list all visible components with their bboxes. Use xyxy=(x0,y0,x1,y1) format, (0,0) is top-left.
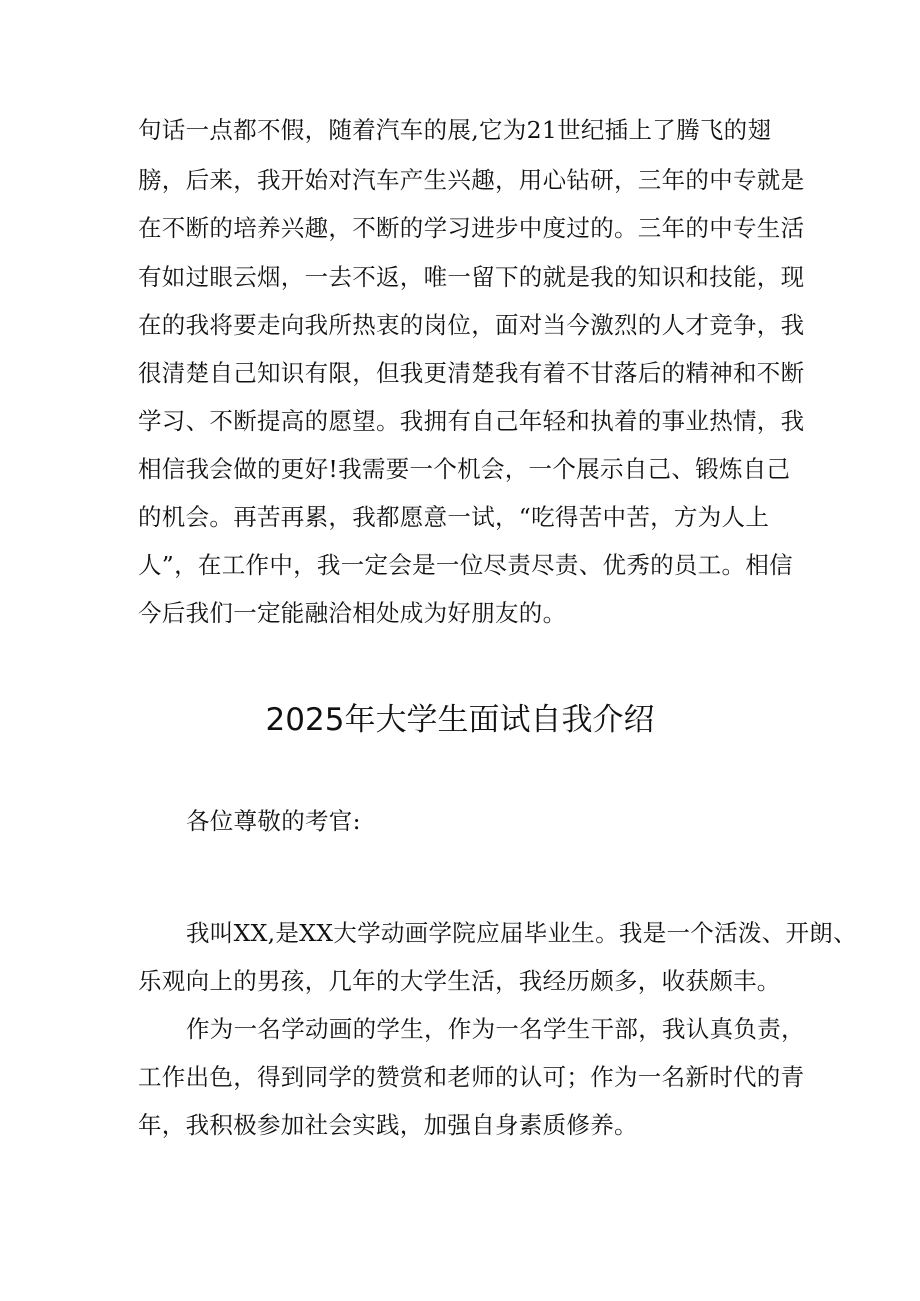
text-line: 在的我将要走向我所热衷的岗位，面对当今激烈的人才竞争，我 xyxy=(138,311,805,339)
text-line: 今后我们一定能融洽相处成为好朋友的。 xyxy=(138,599,567,627)
text-line: 相信我会做的更好!我需要一个机会，一个展示自己、锻炼自己 xyxy=(138,455,791,483)
text-line: 句话一点都不假，随着汽车的展,它为21世纪插上了腾飞的翅 xyxy=(138,116,772,144)
text-line: 学习、不断提高的愿望。我拥有自己年轻和执着的事业热情，我 xyxy=(138,407,805,435)
text-line: 乐观向上的男孩，几年的大学生活，我经历颇多，收获颇丰。 xyxy=(138,967,781,995)
text-line: 有如过眼云烟，一去不返，唯一留下的就是我的知识和技能，现 xyxy=(138,263,805,291)
text-line: 很清楚自己知识有限，但我更清楚我有着不甘落后的精神和不断 xyxy=(138,359,805,387)
text-line: 年，我积极参加社会实践，加强自身素质修养。 xyxy=(138,1111,638,1139)
text-line: 我叫XX,是XX大学动画学院应届毕业生。我是一个活泼、开朗、 xyxy=(186,919,857,947)
text-line: 膀，后来，我开始对汽车产生兴趣，用心钻研，三年的中专就是 xyxy=(138,166,805,194)
section-title: 2025年大学生面试自我介绍 xyxy=(265,702,655,738)
salutation: 各位尊敬的考官: xyxy=(186,807,361,835)
text-line: 作为一名学动画的学生，作为一名学生干部，我认真负责， xyxy=(186,1015,805,1043)
text-line: 在不断的培养兴趣，不断的学习进步中度过的。三年的中专生活 xyxy=(138,214,805,242)
text-line: 的机会。再苦再累，我都愿意一试，“吃得苦中苦，方为人上 xyxy=(138,503,770,531)
text-line: 工作出色，得到同学的赞赏和老师的认可；作为一名新时代的青 xyxy=(138,1063,805,1091)
text-line: 人”，在工作中，我一定会是一位尽责尽责、优秀的员工。相信 xyxy=(138,551,793,579)
